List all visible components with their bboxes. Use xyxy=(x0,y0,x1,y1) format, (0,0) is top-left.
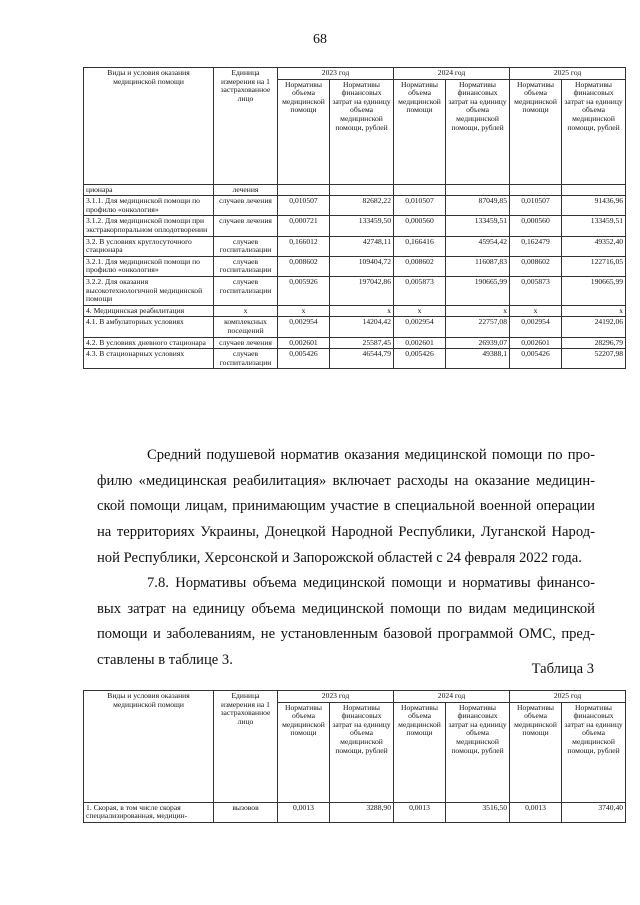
header-volume: Нормативы объема медицинской помощи xyxy=(510,79,562,184)
finance-value: х xyxy=(446,305,510,317)
header-volume: Нормативы объема медицинской помощи xyxy=(394,702,446,802)
finance-value: 3288,90 xyxy=(330,802,394,822)
header-year: 2025 год xyxy=(510,691,626,703)
volume-value: 0,166012 xyxy=(278,236,330,256)
row-label: 4.2. В условиях дневного стационара xyxy=(84,337,214,349)
row-unit: случаев лечения xyxy=(214,216,278,236)
page-number: 68 xyxy=(313,32,327,47)
volume-value: 0,010507 xyxy=(510,196,562,216)
volume-value: 0,000560 xyxy=(394,216,446,236)
text-line: 7.8. Нормативы объема медицинской помощи и нормативы финансо- xyxy=(147,575,595,591)
volume-value xyxy=(394,184,446,196)
finance-value: 116087,83 xyxy=(446,256,510,276)
header-finance: Нормативы финансовых затрат на единицу объема медицинской помощи, рублей xyxy=(330,702,394,802)
row-unit: случаев лечения xyxy=(214,196,278,216)
finance-value: 49352,40 xyxy=(562,236,626,256)
text-line: на территориях Украины, Донецкой Народной Республики, Луганской Народ- xyxy=(97,524,595,541)
finance-value xyxy=(446,184,510,196)
finance-value: 52207,98 xyxy=(562,349,626,369)
table-row xyxy=(84,802,626,822)
finance-value: 197042,86 xyxy=(330,276,394,305)
text-line: Средний подушевой норматив оказания медицинской помощи по про- xyxy=(147,447,595,463)
row-label: 4.3. В стационарных условиях xyxy=(84,349,214,369)
text-line: вых затрат на единицу объема медицинской помощи по видам медицинской xyxy=(97,600,595,617)
row-label: 3.2. В условиях круглосуточного стационара xyxy=(84,236,214,256)
finance-value: 26939,07 xyxy=(446,337,510,349)
header-finance: Нормативы финансовых затрат на единицу объема медицинской помощи, рублей xyxy=(446,79,510,184)
row-unit: х xyxy=(214,305,278,317)
table-row xyxy=(84,196,626,216)
row-unit: случаев лечения xyxy=(214,337,278,349)
table-row xyxy=(84,256,626,276)
header-year: 2023 год xyxy=(278,68,394,80)
finance-value: 133459,51 xyxy=(562,216,626,236)
table-header-row xyxy=(84,691,626,703)
text-line: помощи и заболеваниям, не установленным базовой программой ОМС, пред- xyxy=(97,626,595,643)
finance-value: 46544,79 xyxy=(330,349,394,369)
volume-value: 0,0013 xyxy=(394,802,446,822)
volume-value: 0,008602 xyxy=(278,256,330,276)
paragraph-rehabilitation xyxy=(97,443,595,572)
row-label: 1. Скорая, в том числе скорая специализированная, медицин- xyxy=(84,802,214,822)
volume-value xyxy=(510,184,562,196)
volume-value: х xyxy=(278,305,330,317)
finance-value: 45954,42 xyxy=(446,236,510,256)
table-row xyxy=(84,184,626,196)
volume-value: 0,002954 xyxy=(394,317,446,337)
table-row xyxy=(84,337,626,349)
finance-value: х xyxy=(562,305,626,317)
table-row xyxy=(84,276,626,305)
header-volume: Нормативы объема медицинской помощи xyxy=(510,702,562,802)
volume-value: 0,0013 xyxy=(278,802,330,822)
paragraph-section-7-8 xyxy=(97,571,595,674)
finance-value: 49388,1 xyxy=(446,349,510,369)
row-label: 3.1.2. Для медицинской помощи при экстракорпоральном оплодотворении xyxy=(84,216,214,236)
finance-value: 3516,50 xyxy=(446,802,510,822)
volume-value: 0,0013 xyxy=(510,802,562,822)
row-label: 3.2.2. Для оказания высокотехнологичной медицинской помощи xyxy=(84,276,214,305)
header-unit: Единица измерения на 1 застрахованное лицо xyxy=(214,68,278,185)
header-finance: Нормативы финансовых затрат на единицу объема медицинской помощи, рублей xyxy=(330,79,394,184)
volume-value: 0,005426 xyxy=(394,349,446,369)
finance-value xyxy=(562,184,626,196)
header-finance: Нормативы финансовых затрат на единицу объема медицинской помощи, рублей xyxy=(446,702,510,802)
finance-value: 190665,99 xyxy=(562,276,626,305)
finance-value: 109404,72 xyxy=(330,256,394,276)
finance-value: 24192,06 xyxy=(562,317,626,337)
header-year: 2023 год xyxy=(278,691,394,703)
finance-value: 133459,50 xyxy=(330,216,394,236)
header-finance: Нормативы финансовых затрат на единицу объема медицинской помощи, рублей xyxy=(562,79,626,184)
row-unit: случаев госпитализации xyxy=(214,256,278,276)
finance-value: 87049,85 xyxy=(446,196,510,216)
finance-value: 3740,40 xyxy=(562,802,626,822)
volume-value: 0,002954 xyxy=(510,317,562,337)
volume-value: 0,008602 xyxy=(510,256,562,276)
header-finance: Нормативы финансовых затрат на единицу объема медицинской помощи, рублей xyxy=(562,702,626,802)
table-row xyxy=(84,317,626,337)
text-line: ной Республики, Херсонской и Запорожской областей с 24 февраля 2022 года. xyxy=(97,549,582,566)
volume-value: 0,000721 xyxy=(278,216,330,236)
volume-value: 0,010507 xyxy=(394,196,446,216)
normatives-table-3 xyxy=(83,690,626,823)
finance-value: 190665,99 xyxy=(446,276,510,305)
volume-value: 0,000560 xyxy=(510,216,562,236)
row-label: ционара xyxy=(84,184,214,196)
text-line: филю «медицинская реабилитация» включает расходы на оказание медицин- xyxy=(97,472,595,489)
header-unit: Единица измерения на 1 застрахованное лицо xyxy=(214,691,278,803)
volume-value: 0,162479 xyxy=(510,236,562,256)
row-unit: лечения xyxy=(214,184,278,196)
header-volume: Нормативы объема медицинской помощи xyxy=(394,79,446,184)
row-unit: вызовов xyxy=(214,802,278,822)
finance-value: 82682,22 xyxy=(330,196,394,216)
text-line: ской помощи лицам, принимающим участие в специальной военной операции xyxy=(97,498,595,515)
volume-value: 0,002601 xyxy=(510,337,562,349)
finance-value: 133459,51 xyxy=(446,216,510,236)
row-label: 4.1. В амбулаторных условиях xyxy=(84,317,214,337)
volume-value: 0,005873 xyxy=(394,276,446,305)
row-label: 3.2.1. Для медицинской помощи по профилю «онкология» xyxy=(84,256,214,276)
table-row xyxy=(84,305,626,317)
volume-value xyxy=(278,184,330,196)
volume-value: 0,010507 xyxy=(278,196,330,216)
volume-value: х xyxy=(394,305,446,317)
table-row xyxy=(84,349,626,369)
finance-value: 14204,42 xyxy=(330,317,394,337)
row-label: 4. Медицинская реабилитация xyxy=(84,305,214,317)
finance-value: 25587,45 xyxy=(330,337,394,349)
table-header-row xyxy=(84,68,626,80)
finance-value: 42748,11 xyxy=(330,236,394,256)
volume-value: 0,166416 xyxy=(394,236,446,256)
table-caption: Таблица 3 xyxy=(531,661,594,677)
table-row xyxy=(84,216,626,236)
volume-value: х xyxy=(510,305,562,317)
volume-value: 0,005426 xyxy=(510,349,562,369)
finance-value xyxy=(330,184,394,196)
row-unit: случаев госпитализации xyxy=(214,276,278,305)
volume-value: 0,005926 xyxy=(278,276,330,305)
row-unit: комплексных посещений xyxy=(214,317,278,337)
finance-value: 22757,08 xyxy=(446,317,510,337)
header-kind: Виды и условия оказания медицинской помощи xyxy=(84,68,214,185)
volume-value: 0,005426 xyxy=(278,349,330,369)
finance-value: 28296,79 xyxy=(562,337,626,349)
normatives-table-top xyxy=(83,67,626,369)
header-volume: Нормативы объема медицинской помощи xyxy=(278,79,330,184)
header-year: 2024 год xyxy=(394,691,510,703)
header-kind: Виды и условия оказания медицинской помощи xyxy=(84,691,214,803)
text-line: ставлены в таблице 3. xyxy=(97,652,233,669)
finance-value: 91436,96 xyxy=(562,196,626,216)
volume-value: 0,002954 xyxy=(278,317,330,337)
row-label: 3.1.1. Для медицинской помощи по профилю «онкология» xyxy=(84,196,214,216)
header-year: 2024 год xyxy=(394,68,510,80)
table-row xyxy=(84,236,626,256)
volume-value: 0,002601 xyxy=(394,337,446,349)
header-volume: Нормативы объема медицинской помощи xyxy=(278,702,330,802)
header-year: 2025 год xyxy=(510,68,626,80)
row-unit: случаев госпитализации xyxy=(214,349,278,369)
volume-value: 0,002601 xyxy=(278,337,330,349)
finance-value: 122716,05 xyxy=(562,256,626,276)
volume-value: 0,005873 xyxy=(510,276,562,305)
finance-value: х xyxy=(330,305,394,317)
volume-value: 0,008602 xyxy=(394,256,446,276)
row-unit: случаев госпитализации xyxy=(214,236,278,256)
